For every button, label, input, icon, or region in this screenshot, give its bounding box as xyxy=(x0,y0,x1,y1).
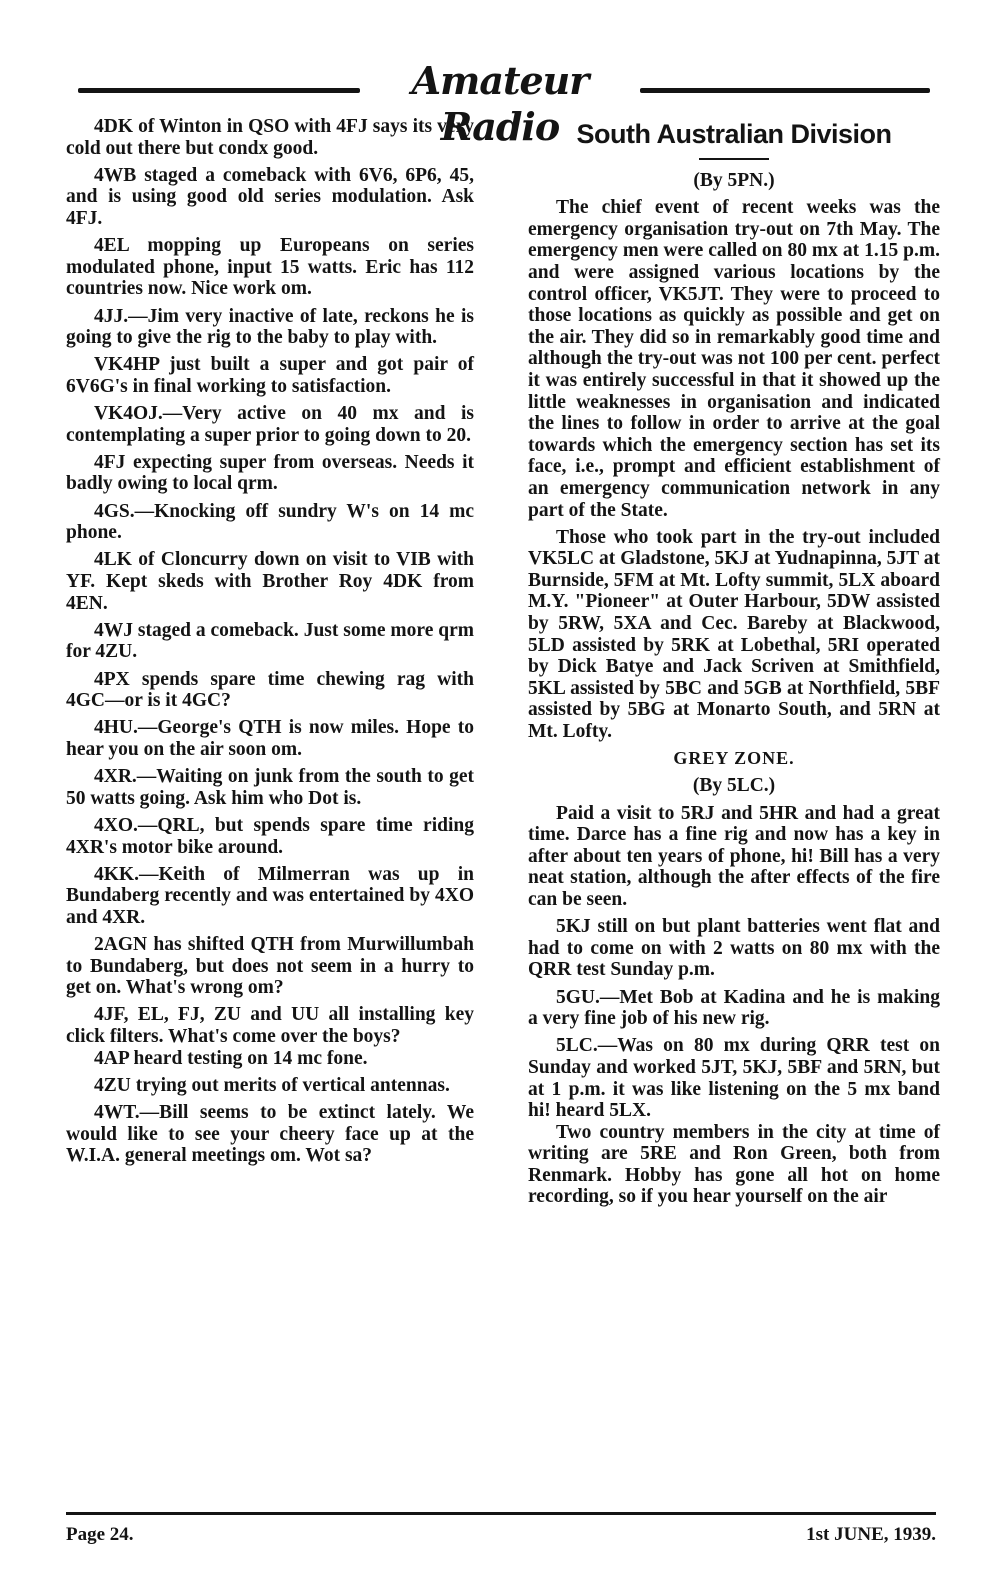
paragraph: Those who took part in the try-out included VK5LC at Gladstone, 5KJ at Yudnapinna, 5JT at Burnside, 5FM at Mt. Lofty summit, 5LX aboard M.Y. "Pioneer" at Outer Harbour, 5DW assisted by 5RW, 5XA and Cec. Bareby at Blackwood, 5LD assisted by 5RK at Lobethal, 5RI operated by Dick Batye and Jack Scriven at Smithfield, 5KL assisted by 5BC and 5GB at Northfield, 5BF assisted by 5BG at Monarto South, and 5RN at Mt. Lofty. xyxy=(528,526,940,743)
paragraph: 4XO.—QRL, but spends spare time riding 4XR's motor bike around. xyxy=(66,814,474,858)
paragraph: 4EL mopping up Europeans on series modulated phone, input 15 watts. Eric has 112 countries now. Nice work om. xyxy=(66,235,474,300)
paragraph: 5LC.—Was on 80 mx during QRR test on Sunday and worked 5JT, 5KJ, 5BF and 5RN, but at 1 p.m. it was like listening on the 5 mx band hi! heard 5LX. xyxy=(528,1035,940,1122)
heading-rule xyxy=(699,158,769,160)
paragraph: 4FJ expecting super from overseas. Needs it badly owing to local qrm. xyxy=(66,451,474,495)
page-number: Page 24. xyxy=(66,1524,134,1545)
paragraph: 4WB staged a comeback with 6V6, 6P6, 45, and is using good old series modulation. Ask 4FJ. xyxy=(66,164,474,229)
paragraph: Paid a visit to 5RJ and 5HR and had a great time. Darce has a fine rig and now has a key in after about ten years of phone, hi! Bill has a very neat station, although the after effects of the fire can be seen. xyxy=(528,802,940,910)
paragraph: VK4OJ.—Very active on 40 mx and is contemplating a super prior to going down to 20. xyxy=(66,403,474,446)
paragraph: 4WT.—Bill seems to be extinct lately. We would like to see your cheery face up at the W.I.A. general meetings om. Wot sa? xyxy=(66,1102,474,1167)
right-column xyxy=(528,116,940,1214)
paragraph: 4HU.—George's QTH is now miles. Hope to hear you on the air soon om. xyxy=(66,717,474,760)
paragraph: 4XR.—Waiting on junk from the south to get 50 watts going. Ask him who Dot is. xyxy=(66,766,474,809)
byline: (By 5PN.) xyxy=(693,170,775,191)
paragraph: 4WJ staged a comeback. Just some more qrm for 4ZU. xyxy=(66,619,474,663)
paragraph: 4GS.—Knocking off sundry W's on 14 mc phone. xyxy=(66,500,474,544)
paragraph: 4PX spends spare time chewing rag with 4GC—or is it 4GC? xyxy=(66,668,474,712)
subsection-heading: GREY ZONE. xyxy=(673,748,795,769)
paragraph: 5KJ still on but plant batteries went flat and had to come on with 2 watts on 80 mx with the QRR test Sunday p.m. xyxy=(528,916,940,981)
paragraph: 4DK of Winton in QSO with 4FJ says its very cold out there but condx good. xyxy=(66,116,474,159)
paragraph: 4AP heard testing on 14 mc fone. xyxy=(94,1047,368,1069)
masthead-rule-left xyxy=(78,88,360,93)
paragraph: Two country members in the city at time of writing are 5RE and Ron Green, both from Renmark. Hobby has gone all hot on home recording, so if you hear yourself on the air xyxy=(528,1121,940,1208)
paragraph: 4KK.—Keith of Milmerran was up in Bundaberg recently and was entertained by 4XO and 4XR. xyxy=(66,863,474,928)
masthead-rule-right xyxy=(640,88,930,93)
subsection-byline: (By 5LC.) xyxy=(692,775,776,797)
left-column xyxy=(66,116,474,1172)
masthead-title: Amateur Radio xyxy=(411,58,589,149)
paragraph: 2AGN has shifted QTH from Murwillumbah to Bundaberg, but does not seem in a hurry to get on. What's wrong om? xyxy=(66,934,474,999)
footer-rule xyxy=(66,1512,936,1515)
paragraph: 4JF, EL, FJ, ZU and UU all installing key click filters. What's come over the boys? xyxy=(66,1004,474,1048)
paragraph: The chief event of recent weeks was the emergency organisation try-out on 7th May. The emergency men were called on 80 mx at 1.15 p.m. and were assigned various locations by the control officer, VK5JT. They were to proceed to those locations as quickly as possible and get on the air. They did so in remarkably good time and although the try-out was not 100 per cent. perfect it was entirely successful in that it showed up the little weaknesses in organisation and indicated the lines to follow in order to arrive at the goal towards which the emergency section has set its face, i.e., prompt and efficient establishment of an emergency communication network in any part of the State. xyxy=(528,197,940,521)
issue-date: 1st JUNE, 1939. xyxy=(806,1524,936,1545)
paragraph: 4LK of Cloncurry down on visit to VIB with YF. Kept skeds with Brother Roy 4DK from 4EN. xyxy=(66,549,474,614)
section-heading: South Australian Division xyxy=(576,119,892,149)
paragraph: 4JJ.—Jim very inactive of late, reckons he is going to give the rig to the baby to play with. xyxy=(66,305,474,349)
paragraph: 4ZU trying out merits of vertical antennas. xyxy=(94,1074,450,1096)
paragraph: 5GU.—Met Bob at Kadina and he is making a very fine job of his new rig. xyxy=(528,986,940,1030)
paragraph: VK4HP just built a super and got pair of 6V6G's in final working to satisfaction. xyxy=(66,354,474,397)
